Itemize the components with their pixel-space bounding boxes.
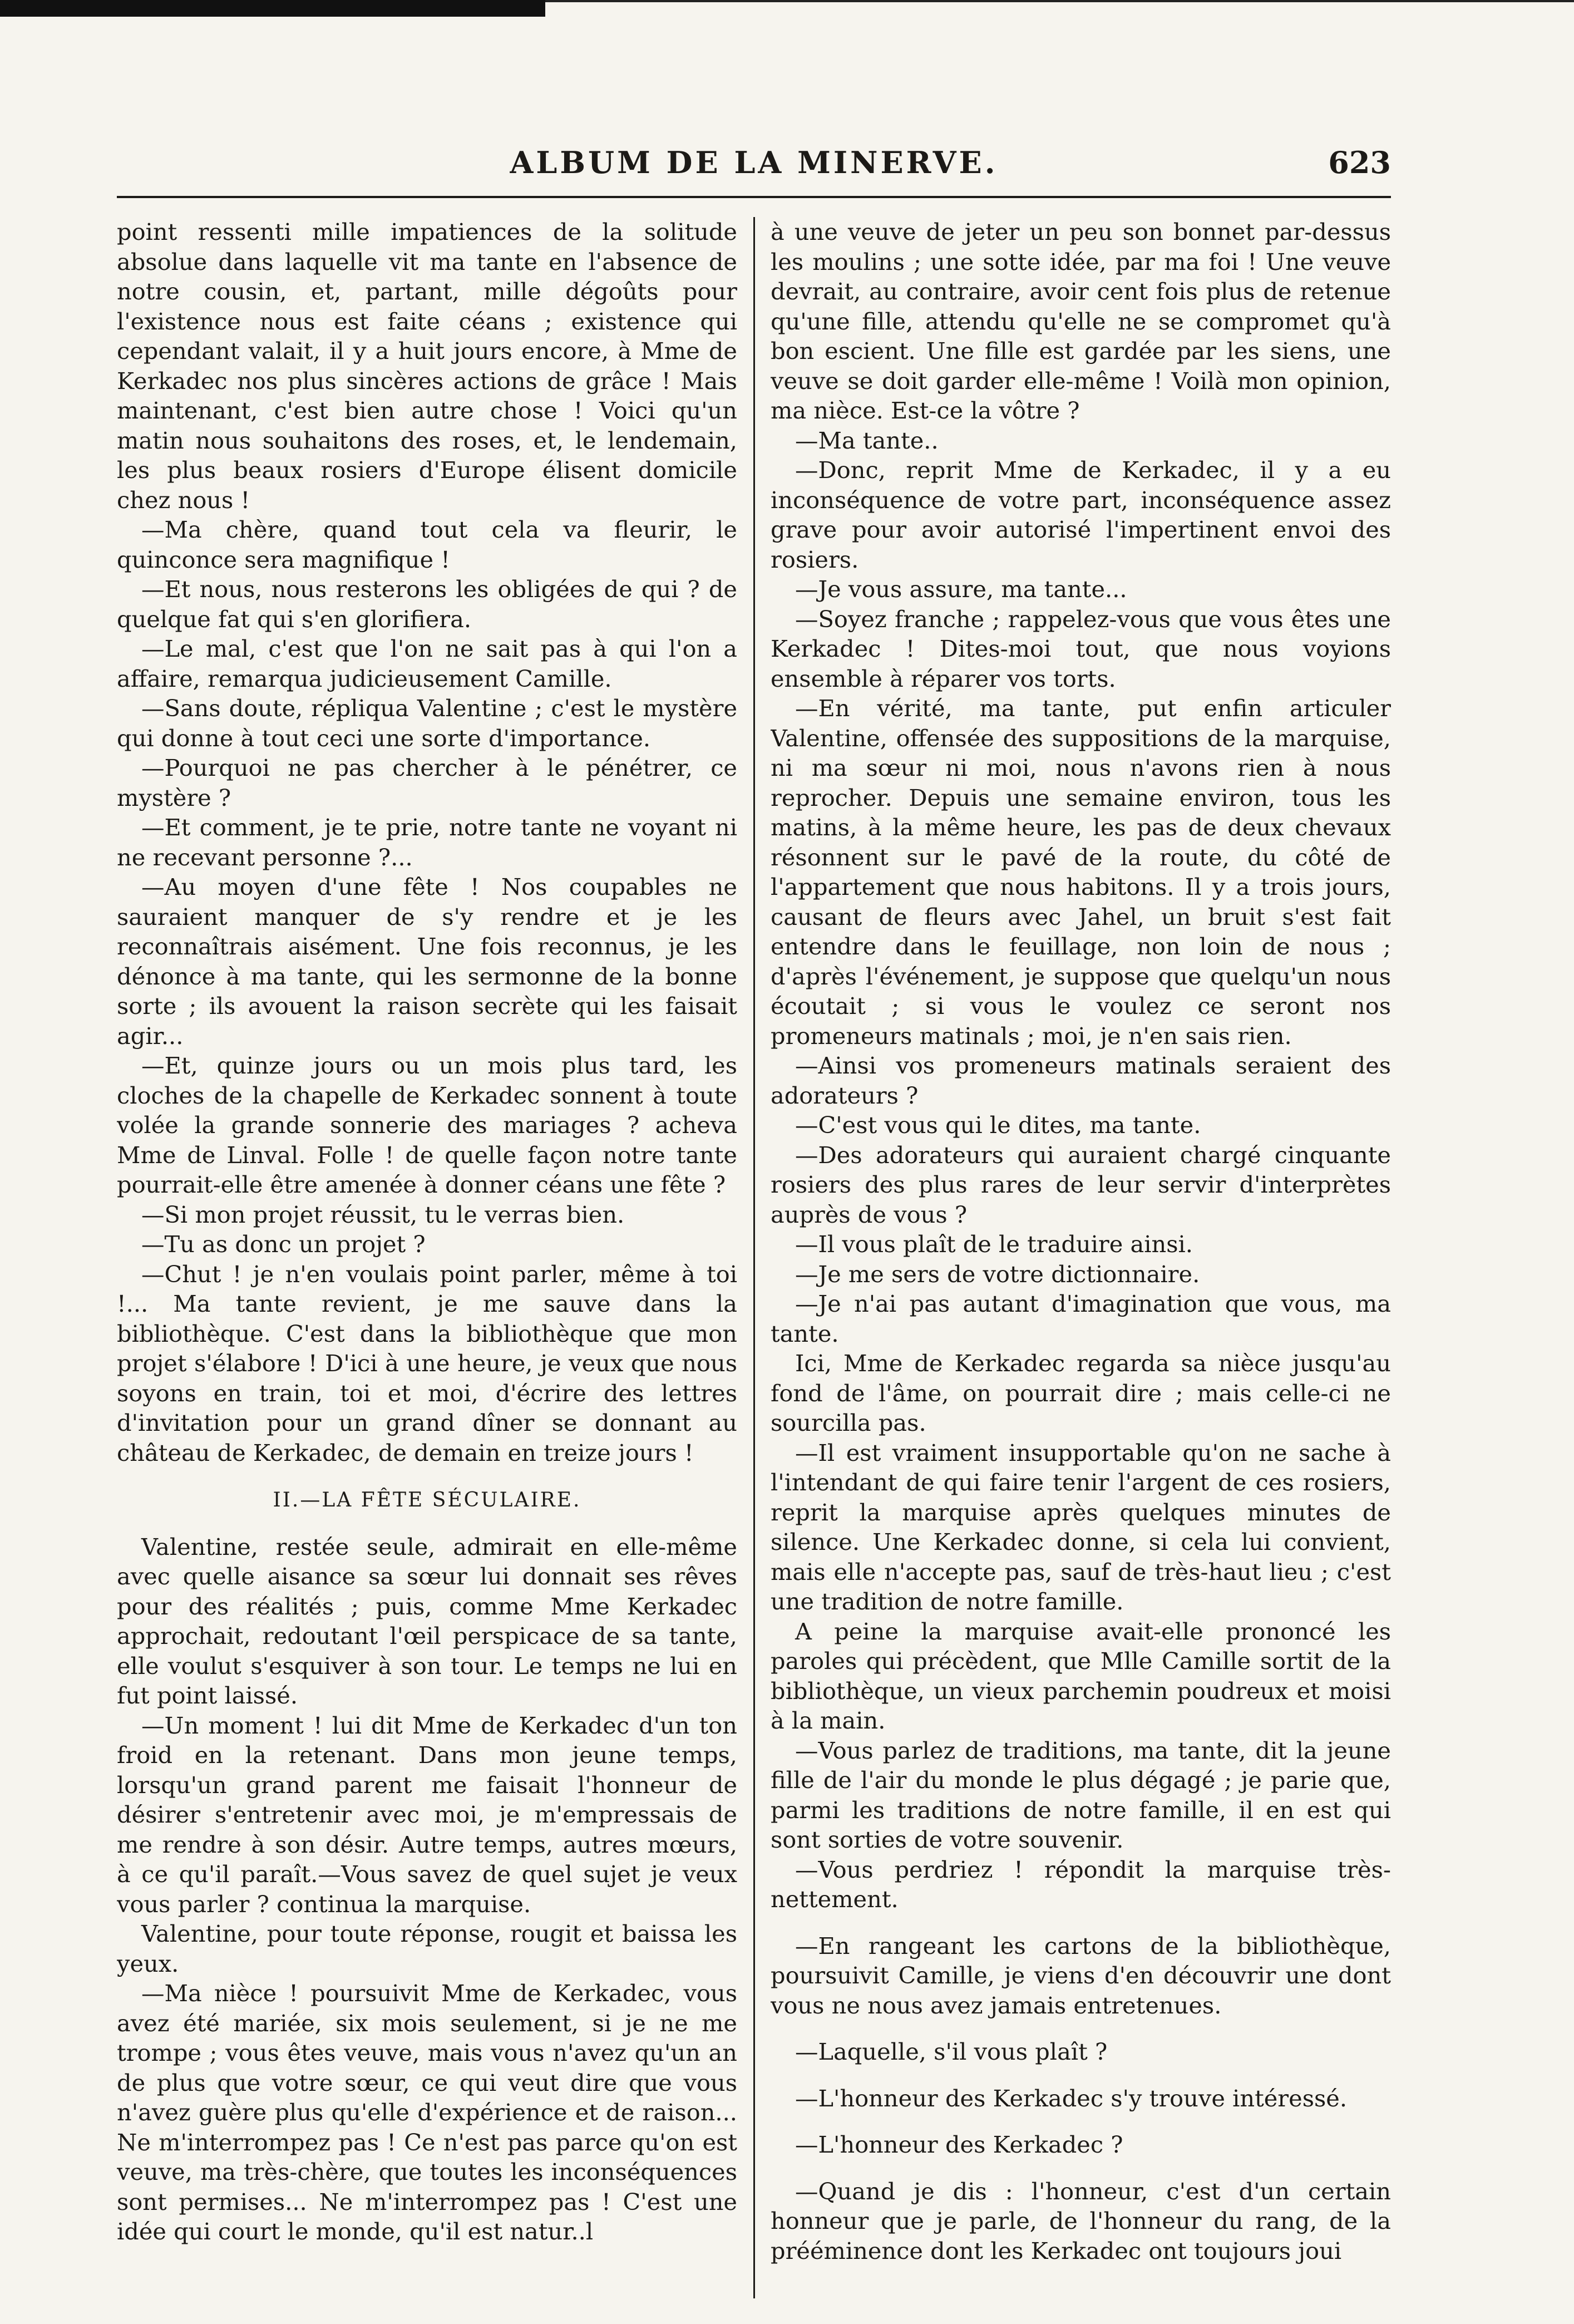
paragraph: —Vous parlez de traditions, ma tante, dit la jeune fille de l'air du monde le plus dégagé ; je parie que, parmi les traditions de notre famille, il en est qui sont sorties de votre souvenir. — [771, 1736, 1391, 1853]
paragraph: —Au moyen d'une fête ! Nos coupables ne sauraient manquer de s'y rendre et je les reconnaîtrais aisément. Une fois reconnus, je les dénonce à ma tante, qui les sermonne de la bonne sorte ; ils avouent la raison secrète qui les faisait agir... — [117, 873, 737, 1050]
paragraph: Valentine, pour toute réponse, rougit et baissa les yeux. — [117, 1920, 737, 1977]
paragraph: —Des adorateurs qui auraient chargé cinquante rosiers des plus rares de leur servir d'interprètes auprès de vous ? — [771, 1141, 1391, 1228]
paragraph: —L'honneur des Kerkadec ? — [795, 2131, 1123, 2158]
paragraph: —Il est vraiment insupportable qu'on ne sache à l'intendant de qui faire tenir l'argent de ces rosiers, reprit la marquise après quelques minutes de silence. Une Kerkadec donne, si cela lui convient, mais elle n'accepte pas, sauf de très-haut lieu ; c'est une tradition de notre famille. — [771, 1439, 1391, 1615]
paragraph: —Le mal, c'est que l'on ne sait pas à qui l'on a affaire, remarqua judicieusement Camille. — [117, 635, 737, 692]
paragraph: —Et nous, nous resterons les obligées de qui ? de quelque fat qui s'en glorifiera. — [117, 575, 737, 633]
paragraph: à une veuve de jeter un peu son bonnet par-dessus les moulins ; une sotte idée, par ma foi ! Une veuve devrait, au contraire, avoir cent fois plus de retenue qu'une fille, attendu qu'elle ne se compromet qu'à bon escient. Une fille est gardée par les siens, une veuve se doit garder elle-même ! Voilà mon opinion, ma nièce. Est-ce la vôtre ? — [771, 218, 1391, 424]
paragraph: —Ma tante.. — [795, 426, 939, 454]
paragraph: —Ma chère, quand tout cela va fleurir, le quinconce sera magnifique ! — [117, 516, 737, 573]
paragraph: —Un moment ! lui dit Mme de Kerkadec d'un ton froid en la retenant. Dans mon jeune temps, lorsqu'un grand parent me faisait l'honneur de désirer s'entretenir avec moi, je m'empressais de me rendre à son désir. Autre temps, autres mœurs, à ce qu'il paraît.—Vous savez de quel sujet je veux vous parler ? continua la marquise. — [117, 1711, 737, 1918]
paragraph: —Sans doute, répliqua Valentine ; c'est le mystère qui donne à tout ceci une sorte d'importance. — [117, 695, 737, 752]
text-columns — [117, 217, 1391, 2282]
paragraph: —Il vous plaît de le traduire ainsi. — [795, 1230, 1193, 1258]
left-column — [117, 217, 737, 2282]
column-rule — [753, 217, 755, 2298]
scan-edge-band — [0, 0, 545, 17]
paragraph: —En rangeant les cartons de la bibliothèque, poursuivit Camille, je viens d'en découvrir une dont vous ne nous avez jamais entretenues. — [771, 1932, 1391, 2019]
paragraph: —Tu as donc un projet ? — [141, 1230, 426, 1258]
paragraph: A peine la marquise avait-elle prononcé les paroles qui précèdent, que Mlle Camille sortit de la bibliothèque, un vieux parchemin poudreux et moisi à la main. — [771, 1617, 1391, 1734]
paragraph: —Quand je dis : l'honneur, c'est d'un certain honneur que je parle, de l'honneur du rang, de la prééminence dont les Kerkadec ont toujours joui — [771, 2177, 1391, 2264]
running-title: ALBUM DE LA MINERVE. — [510, 145, 998, 180]
page-number: 623 — [1328, 145, 1391, 180]
right-column — [771, 217, 1391, 2282]
paragraph: —L'honneur des Kerkadec s'y trouve intéressé. — [795, 2084, 1348, 2112]
paragraph: —Soyez franche ; rappelez-vous que vous êtes une Kerkadec ! Dites-moi tout, que nous voyions ensemble à réparer vos torts. — [771, 605, 1391, 692]
paragraph: —Donc, reprit Mme de Kerkadec, il y a eu inconséquence de votre part, inconséquence assez grave pour avoir autorisé l'impertinent envoi des rosiers. — [771, 456, 1391, 573]
paragraph: —Et, quinze jours ou un mois plus tard, les cloches de la chapelle de Kerkadec sonnent à toute volée la grande sonnerie des mariages ? acheva Mme de Linval. Folle ! de quelle façon notre tante pourrait-elle être amenée à donner céans une fête ? — [117, 1052, 737, 1198]
paragraph: —Ainsi vos promeneurs matinals seraient des adorateurs ? — [771, 1052, 1391, 1109]
paragraph: —Pourquoi ne pas chercher à le pénétrer, ce mystère ? — [117, 754, 737, 811]
paragraph: Valentine, restée seule, admirait en elle-même avec quelle aisance sa sœur lui donnait ses rêves pour des réalités ; puis, comme Mme Kerkadec approchait, redoutant l'œil perspicace de sa tante, elle voulut s'esquiver à son tour. Le temps ne lui en fut point laissé. — [117, 1533, 737, 1709]
paragraph: —Laquelle, s'il vous plaît ? — [795, 2038, 1108, 2065]
paragraph: —En vérité, ma tante, put enfin articuler Valentine, offensée des suppositions de la marquise, ni ma sœur ni moi, nous n'avons rien à nous reprocher. Depuis une semaine environ, tous les matins, à la même heure, les pas de deux chevaux résonnent sur le pavé de la route, du côté de l'appartement que nous habitons. Il y a trois jours, causant de fleurs avec Jahel, un bruit s'est fait entendre dans le feuillage, non loin de nous ; d'après l'événement, je suppose que quelqu'un nous écoutait ; si vous le voulez ce seront nos promeneurs matinals ; moi, je n'en sais rien. — [771, 695, 1391, 1050]
header-rule — [117, 196, 1391, 198]
paragraph: —Je vous assure, ma tante... — [795, 575, 1127, 603]
paragraph: —Chut ! je n'en voulais point parler, même à toi !... Ma tante revient, je me sauve dans la bibliothèque. C'est dans la bibliothèque que mon projet s'élabore ! D'ici à une heure, je veux que nous soyons en train, toi et moi, d'écrire des lettres d'invitation pour un grand dîner se donnant au château de Kerkadec, de demain en treize jours ! — [117, 1260, 737, 1466]
paragraph: —C'est vous qui le dites, ma tante. — [795, 1111, 1201, 1139]
paragraph: —Si mon projet réussit, tu le verras bien. — [141, 1200, 625, 1228]
paragraph: Ici, Mme de Kerkadec regarda sa nièce jusqu'au fond de l'âme, on pourrait dire ; mais celle-ci ne sourcilla pas. — [771, 1350, 1391, 1436]
section-heading: II.—LA FÊTE SÉCULAIRE. — [273, 1489, 581, 1511]
paragraph: point ressenti mille impatiences de la solitude absolue dans laquelle vit ma tante en l'absence de notre cousin, et, partant, mille dégoûts pour l'existence nous est faite céans ; existence qui cependant valait, il y a huit jours encore, à Mme de Kerkadec nos plus sincères actions de grâce ! Mais maintenant, c'est bien autre chose ! Voici qu'un matin nous souhaitons des roses, et, le lendemain, les plus beaux rosiers d'Europe élisent domicile chez nous ! — [117, 218, 737, 514]
paragraph: —Et comment, je te prie, notre tante ne voyant ni ne recevant personne ?... — [117, 814, 737, 871]
running-head — [117, 145, 1391, 189]
page — [117, 145, 1391, 2282]
paragraph: —Ma nièce ! poursuivit Mme de Kerkadec, vous avez été mariée, six mois seulement, si je ne me trompe ; vous êtes veuve, mais vous n'avez qu'un an de plus que votre sœur, ce qui veut dire que vous n'avez guère plus qu'elle d'expérience et de raison... Ne m'interrompez pas ! Ce n'est pas parce qu'on est veuve, ma très-chère, que toutes les inconséquences sont permises... Ne m'interrompez pas ! C'est une idée qui court le monde, qu'il est natur..l — [117, 1980, 737, 2245]
paragraph: —Je n'ai pas autant d'imagination que vous, ma tante. — [771, 1290, 1391, 1347]
paragraph: —Je me sers de votre dictionnaire. — [795, 1260, 1200, 1288]
paragraph: —Vous perdriez ! répondit la marquise très-nettement. — [771, 1855, 1391, 1913]
